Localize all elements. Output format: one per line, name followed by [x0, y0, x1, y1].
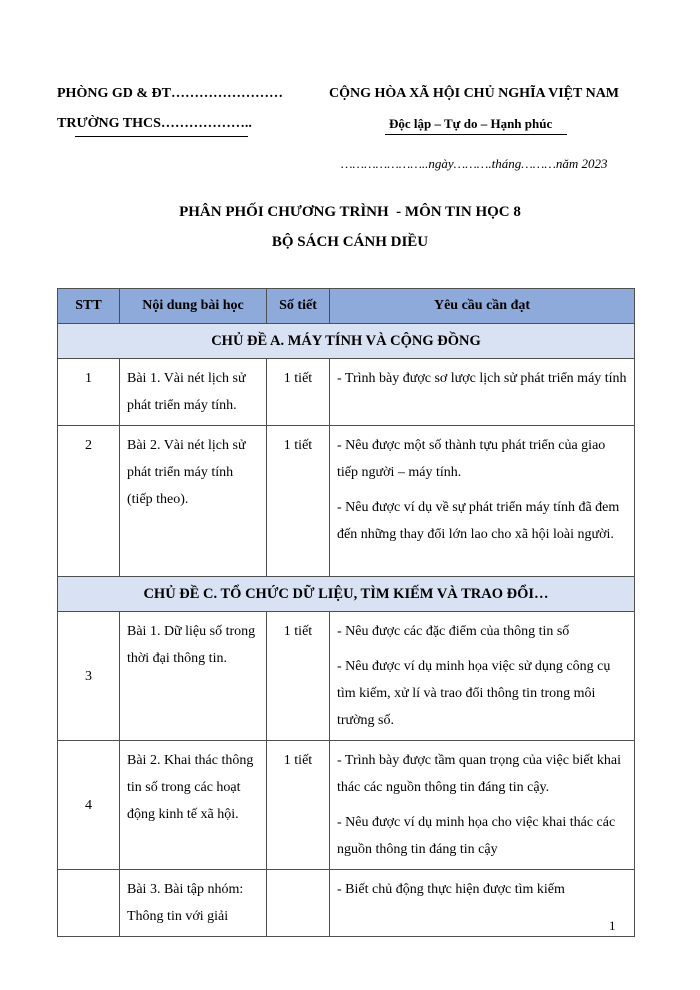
country-name: CỘNG HÒA XÃ HỘI CHỦ NGHĨA VIỆT NAM [329, 86, 620, 101]
row-lesson: Bài 1. Dữ liệu số trong thời đại thông tin. [120, 612, 267, 741]
row-periods [267, 870, 330, 937]
motto-underline [385, 134, 567, 135]
table-header-row [58, 289, 635, 324]
table-row [58, 870, 635, 937]
header-requirements: Yêu cầu cần đạt [330, 289, 635, 324]
row-stt: 2 [58, 426, 120, 577]
requirement-item: - Nêu được ví dụ minh họa việc sử dụng công cụ tìm kiếm, xử lí và trao đổi thông tin trong môi trường số. [337, 659, 611, 728]
topic-row [58, 324, 635, 359]
table-row [58, 741, 635, 870]
table-row [58, 359, 635, 426]
school-underline [75, 136, 248, 137]
document-subtitle: BỘ SÁCH CÁNH DIỀU [271, 234, 429, 250]
row-lesson: Bài 2. Vài nét lịch sử phát triển máy tính (tiếp theo). [120, 426, 267, 577]
row-requirements [330, 359, 635, 426]
row-requirements [330, 426, 635, 577]
requirement-item: - Nêu được ví dụ về sự phát triển máy tính đã đem đến những thay đổi lớn lao cho xã hội loài người. [337, 500, 620, 542]
table-row [58, 612, 635, 741]
row-requirements [330, 612, 635, 741]
topic-c: CHỦ ĐỀ C. TỔ CHỨC DỮ LIỆU, TÌM KIẾM VÀ TRAO ĐỔI… [58, 577, 635, 612]
row-lesson: Bài 1. Vài nét lịch sử phát triển máy tính. [120, 359, 267, 426]
header-stt: STT [58, 289, 120, 324]
date-line: …………………..ngày……….tháng………năm 2023 [341, 156, 608, 171]
requirement-item: - Trình bày được sơ lược lịch sử phát triển máy tính [337, 371, 627, 386]
row-stt [58, 870, 120, 937]
row-requirements [330, 870, 635, 937]
document-title: PHÂN PHỐI CHƯƠNG TRÌNH - MÔN TIN HỌC 8 [179, 204, 521, 220]
row-stt: 4 [58, 741, 120, 870]
table-row [58, 426, 635, 577]
topic-row [58, 577, 635, 612]
row-periods: 1 tiết [267, 741, 330, 870]
requirement-item: - Nêu được ví dụ minh họa cho việc khai thác các nguồn thông tin đáng tin cậy [337, 815, 616, 857]
header-lesson: Nội dung bài học [120, 289, 267, 324]
national-motto: Độc lập – Tự do – Hạnh phúc [389, 116, 553, 131]
row-lesson: Bài 2. Khai thác thông tin số trong các hoạt động kinh tế xã hội. [120, 741, 267, 870]
row-periods: 1 tiết [267, 426, 330, 577]
topic-a: CHỦ ĐỀ A. MÁY TÍNH VÀ CỘNG ĐỒNG [58, 324, 635, 359]
row-lesson: Bài 3. Bài tập nhóm: Thông tin với giải [120, 870, 267, 937]
row-periods: 1 tiết [267, 612, 330, 741]
page-number: 1 [609, 918, 616, 933]
requirement-item: - Trình bày được tầm quan trọng của việc biết khai thác các nguồn thông tin đáng tin cậy. [337, 753, 622, 795]
row-periods: 1 tiết [267, 359, 330, 426]
requirement-item: - Biết chủ động thực hiện được tìm kiếm [337, 882, 565, 897]
requirement-item: - Nêu được các đặc điểm của thông tin số [337, 624, 570, 639]
row-stt: 3 [58, 612, 120, 741]
department-line: PHÒNG GD & ĐT…………………… [57, 86, 283, 101]
requirement-item: - Nêu được một số thành tựu phát triển của giao tiếp người – máy tính. [337, 438, 606, 480]
curriculum-table [57, 288, 635, 937]
header-periods: Số tiết [267, 289, 330, 324]
school-line: TRƯỜNG THCS……………….. [57, 116, 252, 131]
row-requirements [330, 741, 635, 870]
row-stt: 1 [58, 359, 120, 426]
